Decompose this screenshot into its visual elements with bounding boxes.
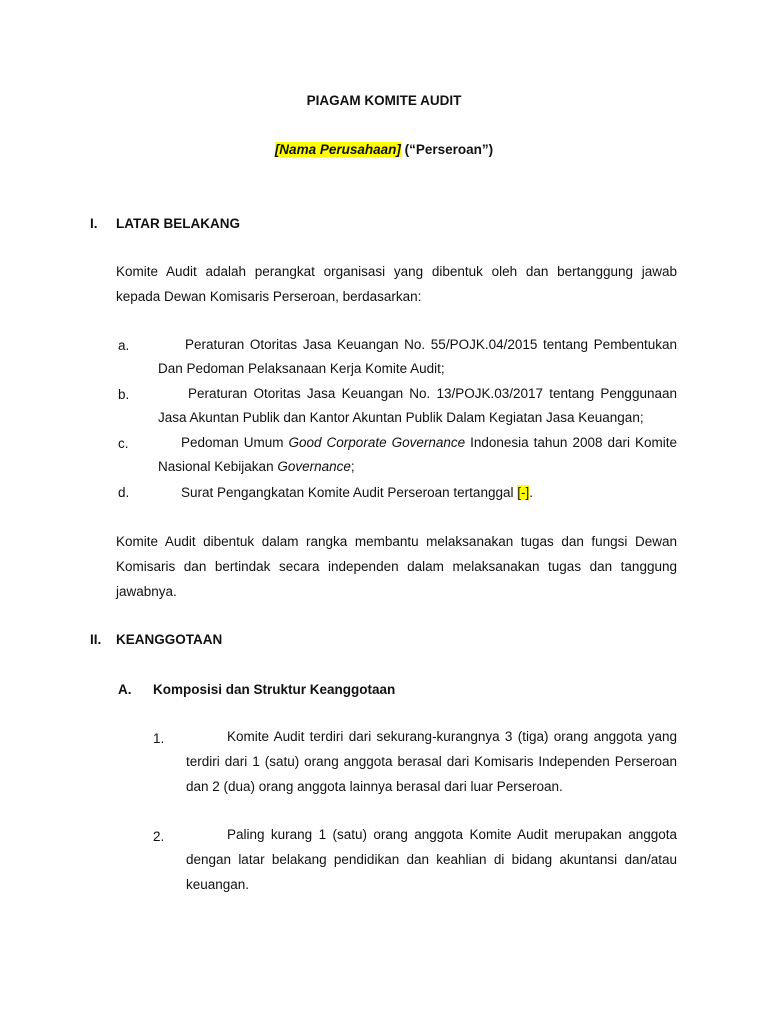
company-alias: (“Perseroan”)	[404, 142, 494, 157]
list-item-c-text-b: Indonesia tahun 2008 dari Komite	[465, 435, 677, 450]
numbered-item-2-line-3: keuangan.	[186, 877, 250, 892]
intro-line-1: Komite Audit adalah perangkat organisasi yang dibentuk oleh dan bertanggung jawab	[116, 264, 677, 279]
list-item-c-text-c: Nasional Kebijakan	[158, 459, 278, 474]
list-item-a-line-1: Peraturan Otoritas Jasa Keuangan No. 55/POJK.04/2015 tentang Pembentukan	[185, 337, 677, 352]
closing-line-3: jawabnya.	[116, 584, 177, 599]
list-item-c-italic-1: Good Corporate Governance	[288, 435, 466, 450]
numbered-item-1	[186, 725, 677, 800]
document-title: PIAGAM KOMITE AUDIT	[306, 93, 462, 108]
numbered-item-2-line-1: Paling kurang 1 (satu) orang anggota Komite Audit merupakan anggota	[227, 827, 677, 842]
numbered-item-2-label: 2.	[153, 829, 165, 844]
list-item-d-end: .	[529, 485, 533, 500]
list-item-c-text-a: Pedoman Umum	[181, 435, 289, 450]
list-item-c-label: c.	[118, 436, 129, 451]
list-item-d	[181, 485, 533, 500]
list-item-a-line-2: Dan Pedoman Pelaksanaan Kerja Komite Audit;	[158, 361, 445, 376]
subsection-a-heading: Komposisi dan Struktur Keanggotaan	[153, 682, 396, 697]
list-item-a-label: a.	[118, 338, 130, 353]
list-item-c-line-2	[158, 455, 677, 479]
subsection-a-letter: A.	[118, 682, 132, 697]
intro-paragraph	[116, 259, 677, 309]
closing-line-2: Komisaris dan bertindak secara independen dalam melaksanakan tugas dan tanggung	[116, 559, 677, 574]
section-2-number: II.	[90, 632, 102, 647]
section-1-number: I.	[90, 216, 98, 231]
list-item-c-line-1	[158, 431, 677, 455]
closing-line-1: Komite Audit dibentuk dalam rangka membantu melaksanakan tugas dan fungsi Dewan	[116, 534, 677, 549]
company-name-placeholder: [Nama Perusahaan]	[274, 142, 401, 157]
list-item-b-label: b.	[118, 387, 130, 402]
list-item-c-italic-2: Governance	[277, 459, 351, 474]
list-item-a	[158, 333, 677, 381]
list-item-b	[158, 382, 677, 430]
numbered-item-2	[186, 823, 677, 898]
numbered-item-2-line-2: dengan latar belakang pendidikan dan keahlian di bidang akuntansi dan/atau	[186, 852, 677, 867]
list-item-b-line-2: Jasa Akuntan Publik dan Kantor Akuntan Publik Dalam Kegiatan Jasa Keuangan;	[158, 410, 644, 425]
list-item-b-line-1: Peraturan Otoritas Jasa Keuangan No. 13/POJK.03/2017 tentang Penggunaan	[188, 386, 677, 401]
section-1-heading: LATAR BELAKANG	[116, 216, 240, 231]
company-line	[0, 142, 768, 157]
numbered-item-1-line-3: dan 2 (dua) orang anggota lainnya berasal dari luar Perseroan.	[186, 779, 563, 794]
closing-paragraph	[116, 529, 677, 604]
list-item-c	[158, 431, 677, 479]
numbered-item-1-line-2: terdiri dari 1 (satu) orang anggota berasal dari Komisaris Independen Perseroan	[186, 754, 677, 769]
list-item-d-text: Surat Pengangkatan Komite Audit Perseroan tertanggal	[181, 485, 518, 500]
intro-line-2: kepada Dewan Komisaris Perseroan, berdasarkan:	[116, 289, 422, 304]
date-placeholder: [-]	[517, 485, 530, 500]
section-2-heading: KEANGGOTAAN	[116, 632, 223, 647]
list-item-c-text-d: ;	[350, 459, 355, 474]
list-item-d-label: d.	[118, 485, 130, 500]
numbered-item-1-line-1: Komite Audit terdiri dari sekurang-kurangnya 3 (tiga) orang anggota yang	[227, 729, 677, 744]
numbered-item-1-label: 1.	[153, 731, 165, 746]
